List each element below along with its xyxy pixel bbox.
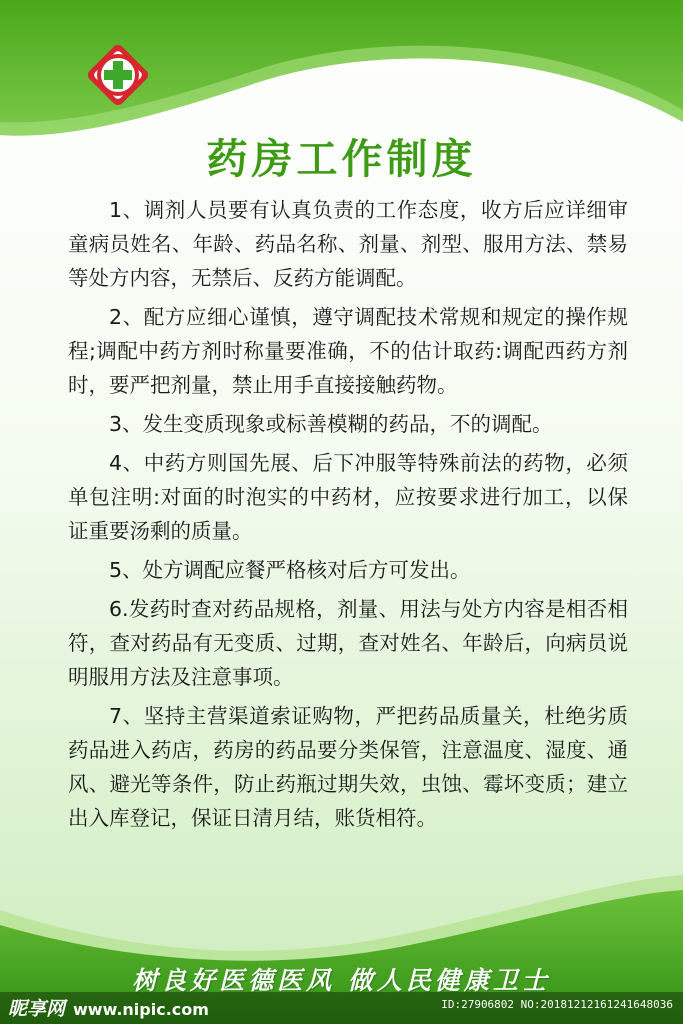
paragraph-2: 2、配方应细心谨慎，遵守调配技术常规和规定的操作规程;调配中药方剂时称量要准确，不的估计取药:调配西药方剂时，要严把剂量，禁止用手直接接触药物。 — [68, 305, 628, 397]
watermark-brand: 昵享网 — [8, 998, 66, 1020]
paragraph-4: 4、中药方则国先展、后下冲服等特殊前法的药物，必须单包注明:对面的时泡实的中药材，应按要求进行加工，以保证重要汤剩的质量。 — [68, 451, 628, 543]
paragraph-1: 1、调剂人员要有认真负责的工作态度，收方后应详细审童病员姓名、年龄、药品名称、剂量、剂型、服用方法、禁易等处方内容，无禁后、反药方能调配。 — [68, 198, 628, 290]
paragraph-5: 5、处方调配应餐严格核对后方可发出。 — [109, 558, 471, 582]
image-id-label: ID:27906802 NO:20181212161241648036 — [441, 998, 673, 1011]
paragraph-7: 7、坚持主营渠道索证购物，严把药品质量关，杜绝劣质药品进入药店，药房的药品要分类保管，注意温度、湿度、通风、避光等条件，防止药瓶过期失效，虫蚀、霉坏变质；建立出入库登记，保证日清月结，账货相符。 — [68, 704, 628, 830]
watermark-logo — [8, 994, 209, 1021]
regulations-body — [68, 193, 628, 840]
page-title: 药房工作制度 — [206, 135, 477, 183]
paragraph-6: 6.发药时查对药品规格，剂量、用法与处方内容是相否相符，查对药品有无变质、过期，查对姓名、年龄后，向病员说明服用方法及注意事项。 — [68, 597, 628, 689]
red-cross-logo-icon — [83, 40, 153, 110]
watermark-site: www.nipic.com — [73, 1000, 209, 1019]
paragraph-3: 3、发生变质现象或标善模糊的药品，不的调配。 — [109, 412, 553, 436]
slogan: 树良好医德医风 做人民健康卫士 — [132, 966, 551, 995]
